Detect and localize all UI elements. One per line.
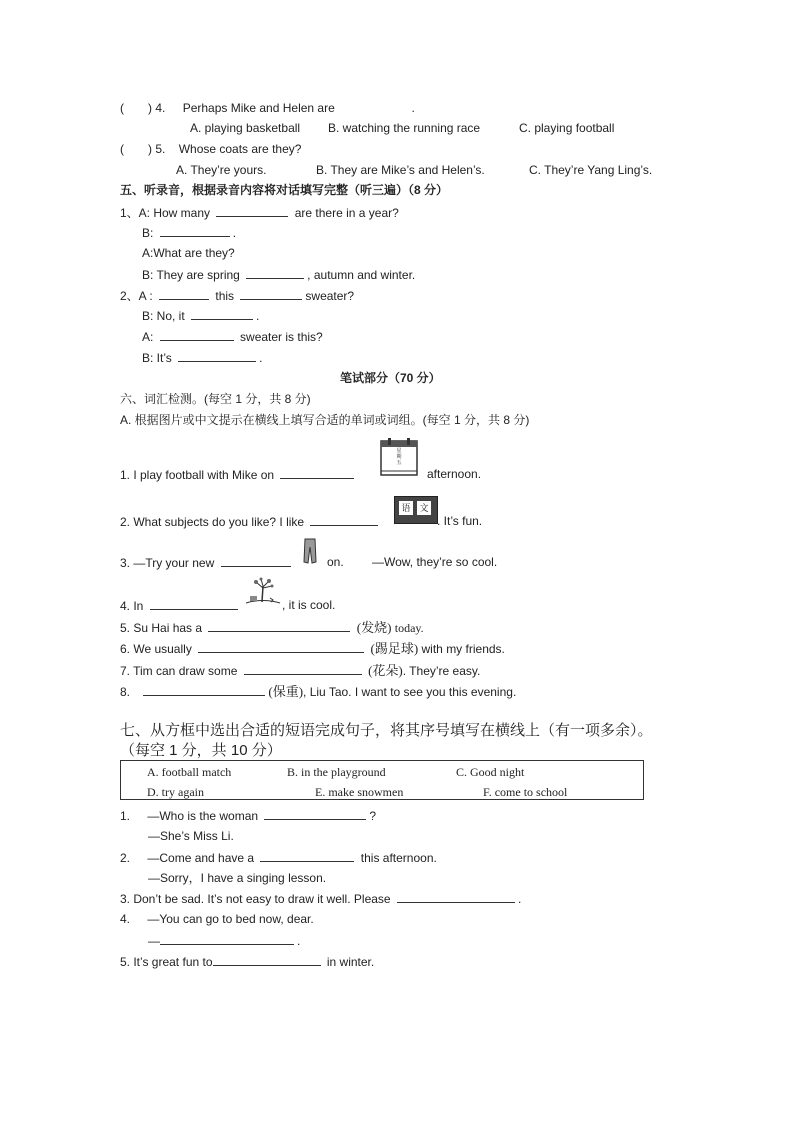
dialog2-line3 xyxy=(142,328,323,345)
listening-q4-option-b: B. watching the running race xyxy=(328,121,481,135)
answer-blank[interactable] xyxy=(240,287,302,300)
listening-q4-option-c: C. playing football xyxy=(519,121,615,135)
question-text: in winter. xyxy=(326,955,375,969)
dash: — xyxy=(148,934,160,948)
dialog-text: 1、A: How many xyxy=(120,206,211,220)
answer-blank[interactable] xyxy=(310,513,378,526)
question-text: this afternoon. xyxy=(360,851,437,865)
answer-blank[interactable] xyxy=(216,204,288,217)
answer-blank[interactable] xyxy=(260,849,354,862)
answer-blank[interactable] xyxy=(246,266,304,279)
dialog1-line2 xyxy=(142,224,236,241)
section7-subheading: （每空 1 分，共 10 分） xyxy=(120,742,282,759)
question-text: . They’re easy. xyxy=(402,664,481,678)
question-number: 1. xyxy=(120,809,131,823)
sec7-q3 xyxy=(120,890,521,907)
calendar-icon xyxy=(380,438,418,476)
sec7-q1 xyxy=(120,807,376,824)
autumn-scene-icon xyxy=(244,576,282,606)
listening-q5-option-b: B. They are Mike’s and Helen’s. xyxy=(316,163,485,177)
chinese-hint: (发烧) xyxy=(356,620,392,635)
chinese-hint: (保重) xyxy=(268,684,304,699)
dialog-text: B: They are spring xyxy=(142,268,240,282)
question-number: 2. xyxy=(120,851,131,865)
vocab-q6 xyxy=(120,640,505,657)
question-text: —Come and have a xyxy=(147,851,255,865)
dialog-text: , autumn and winter. xyxy=(307,268,416,282)
question-number: 4. xyxy=(120,912,131,926)
sec7-q2 xyxy=(120,849,437,866)
phrase-option-b: B. in the playground xyxy=(287,765,386,779)
section5-heading: 五、听录音，根据录音内容将对话填写完整（听三遍）（8 分） xyxy=(120,183,449,197)
answer-blank[interactable] xyxy=(150,597,238,610)
answer-blank[interactable] xyxy=(213,953,321,966)
question-text: 8. xyxy=(120,685,131,699)
question-text: with my friends. xyxy=(421,642,505,656)
chinese-book-icon xyxy=(394,496,438,524)
question-text: ? xyxy=(369,809,377,823)
question-text: today. xyxy=(394,621,424,635)
question-text: 6. We usually xyxy=(120,642,192,656)
question-text: 4. In xyxy=(120,599,144,613)
answer-blank[interactable] xyxy=(178,349,256,362)
chinese-hint: (踢足球) xyxy=(370,641,419,656)
answer-blank[interactable] xyxy=(143,683,265,696)
sec7-q4-answer xyxy=(148,932,300,949)
section6-instruction: A. 根据图片或中文提示在横线上填写合适的单词或词组。(每空 1 分，共 8 分) xyxy=(120,413,530,427)
answer-blank[interactable] xyxy=(159,287,209,300)
vocab-q2 xyxy=(120,513,381,530)
dialog2-line2 xyxy=(142,307,259,324)
question-text: 3. —Try your new xyxy=(120,556,215,570)
question-text: 5. It’s great fun to xyxy=(120,955,213,969)
phrase-option-d: D. try again xyxy=(147,785,204,799)
question-text: 3. Don’t be sad. It’s not easy to draw it well. Please xyxy=(120,892,391,906)
dialog-text: sweater? xyxy=(305,289,355,303)
dialog-text: B: xyxy=(142,226,154,240)
sec7-q5 xyxy=(120,953,374,970)
listening-q5 xyxy=(120,141,301,157)
answer-blank[interactable] xyxy=(160,328,234,341)
trousers-icon xyxy=(302,538,318,564)
sec7-q2-answer: —Sorry，I have a singing lesson. xyxy=(148,871,327,885)
vocab-q8 xyxy=(120,683,516,700)
question-text: —Who is the woman xyxy=(147,809,259,823)
chinese-hint: (花朵) xyxy=(368,663,403,678)
answer-blank[interactable] xyxy=(341,99,405,112)
phrase-option-c: C. Good night xyxy=(456,765,525,779)
question-end: . xyxy=(411,101,415,115)
answer-blank[interactable] xyxy=(397,890,515,903)
phrase-option-box xyxy=(120,760,644,800)
answer-blank[interactable] xyxy=(280,466,354,479)
question-text: 1. I play football with Mike on xyxy=(120,468,275,482)
dialog-text: . xyxy=(256,309,260,323)
dialog-text: sweater is this? xyxy=(240,330,323,344)
dialog-text: . xyxy=(232,226,237,240)
question-text: Perhaps Mike and Helen are xyxy=(182,101,335,115)
dialog-text: B: It’s xyxy=(142,351,172,365)
answer-blank[interactable] xyxy=(208,619,350,632)
phrase-option-a: A. football match xyxy=(147,765,232,779)
sec7-q4 xyxy=(120,911,314,927)
vocab-q1 xyxy=(120,466,357,483)
question-text: Whose coats are they? xyxy=(178,142,302,156)
dialog1-line3: A:What are they? xyxy=(142,246,235,260)
answer-paren[interactable]: ( ) 4. xyxy=(120,101,166,115)
vocab-q5 xyxy=(120,619,424,636)
question-text: —You can go to bed now, dear. xyxy=(147,912,314,926)
question-text: 5. Su Hai has a xyxy=(120,621,203,635)
dialog2-line4 xyxy=(142,349,262,366)
dialog2-line1 xyxy=(120,287,354,304)
question-text: . xyxy=(517,892,522,906)
answer-blank[interactable] xyxy=(191,307,253,320)
listening-q4-option-a: A. playing basketball xyxy=(190,121,301,135)
answer-blank[interactable] xyxy=(264,807,366,820)
listening-q4 xyxy=(120,99,415,116)
sec7-q1-answer: —She’s Miss Li. xyxy=(148,829,234,843)
answer-blank[interactable] xyxy=(160,224,230,237)
answer-blank[interactable] xyxy=(221,554,291,567)
answer-blank[interactable] xyxy=(244,662,362,675)
answer-paren[interactable]: ( ) 5. xyxy=(120,142,166,156)
vocab-q4-end: , it is cool. xyxy=(282,598,336,612)
question-text: 7. Tim can draw some xyxy=(120,664,238,678)
answer-blank[interactable] xyxy=(160,932,294,945)
listening-q5-option-c: C. They’re Yang Ling’s. xyxy=(529,163,653,177)
dialog-text: are there in a year? xyxy=(294,206,399,220)
dialog1-line1 xyxy=(120,204,399,221)
listening-q5-option-a: A. They’re yours. xyxy=(176,163,267,177)
book-char: 语 xyxy=(399,501,413,515)
calendar-text: 星 期 五 xyxy=(396,448,402,466)
question-text: , Liu Tao. I want to see you this evening. xyxy=(303,685,517,699)
dialog-text: . xyxy=(259,351,263,365)
vocab-q1-end: afternoon. xyxy=(427,467,482,481)
written-part-title: 笔试部分（70 分） xyxy=(340,371,441,385)
dialog-text: 2、A : xyxy=(120,289,153,303)
book-char: 文 xyxy=(417,501,431,515)
vocab-q2-end: . It’s fun. xyxy=(437,514,483,528)
dialog-text: B: No, it xyxy=(142,309,185,323)
vocab-q7 xyxy=(120,662,480,679)
question-text: . xyxy=(297,934,301,948)
section6-heading: 六、词汇检测。(每空 1 分，共 8 分) xyxy=(120,392,311,406)
phrase-option-e: E. make snowmen xyxy=(315,785,404,799)
answer-blank[interactable] xyxy=(198,640,364,653)
vocab-q4 xyxy=(120,597,241,614)
question-text: 2. What subjects do you like? I like xyxy=(120,515,305,529)
vocab-q3-mid: on. xyxy=(327,555,344,569)
section7-heading: 七、从方框中选出合适的短语完成句子，将其序号填写在横线上（有一项多余）。 xyxy=(120,722,653,739)
dialog1-line4 xyxy=(142,266,415,283)
dialog-text: A: xyxy=(142,330,154,344)
phrase-option-f: F. come to school xyxy=(483,785,568,799)
dialog-text: this xyxy=(215,289,235,303)
vocab-q3 xyxy=(120,554,294,571)
vocab-q3-reply: —Wow, they’re so cool. xyxy=(372,555,498,569)
